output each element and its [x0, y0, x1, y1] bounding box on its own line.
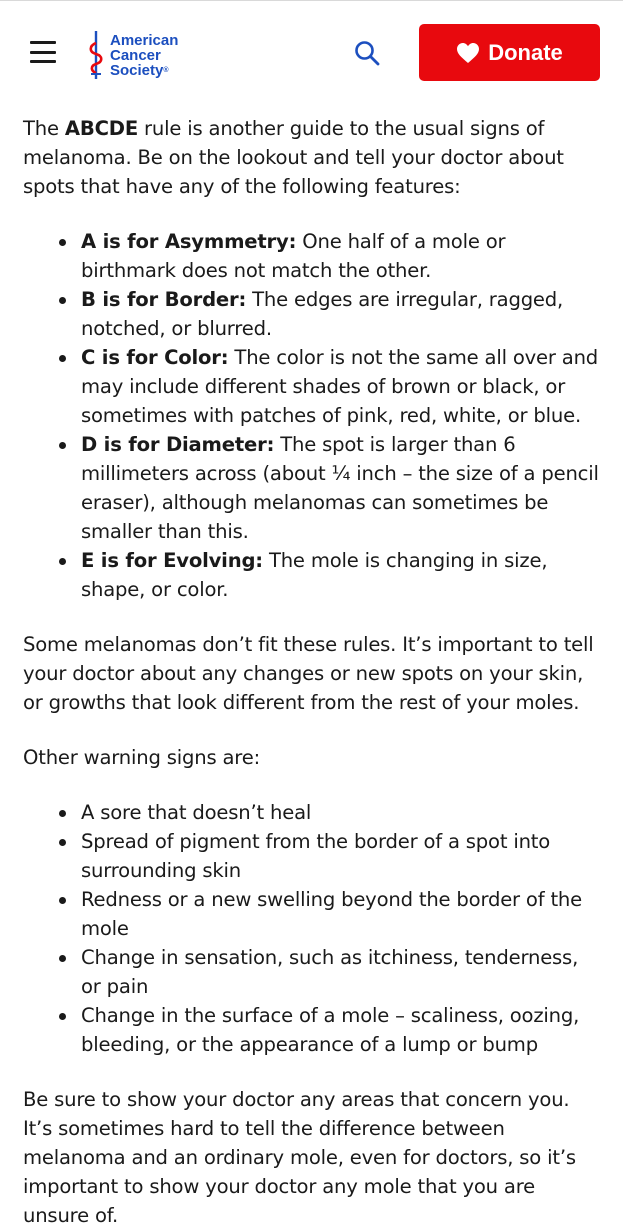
list-item: Redness or a new swelling beyond the border of the mole [23, 885, 603, 943]
list-item-term: B is for Border: [81, 288, 247, 311]
intro-pre: The [23, 117, 65, 140]
list-item [23, 227, 603, 285]
list-item-text: The edges are irregular, ragged, notched, or blurred. [81, 288, 564, 340]
list-item-term: E is for Evolving: [81, 549, 263, 572]
list-item-text: The mole is changing in size, shape, or color. [81, 549, 548, 601]
warning-signs-heading: Other warning signs are: [23, 746, 260, 769]
sword-caduceus-logo-icon [88, 29, 108, 81]
list-item [23, 343, 603, 430]
list-item-text: The color is not the same all over and may include different shades of brown or black, or sometimes with patches of pink, red, white, or blue. [81, 346, 599, 427]
search-icon[interactable] [353, 39, 381, 67]
donate-button[interactable] [419, 24, 600, 81]
closing-paragraph: Be sure to show your doctor any areas that concern you. It’s sometimes hard to tell the difference between melanoma and an ordinary mole, even for doctors, so it’s important to show your doctor any mole that you are unsure of. [23, 1088, 576, 1227]
heart-icon [456, 42, 480, 64]
rules-exception-paragraph: Some melanomas don’t fit these rules. It’s important to tell your doctor about any changes or new spots on your skin, or growths that look different from the rest of your moles. [23, 633, 594, 714]
intro-bold-abcde: ABCDE [64, 117, 139, 140]
site-header [0, 0, 623, 100]
intro-paragraph [23, 114, 603, 201]
list-item-term: D is for Diameter: [81, 433, 275, 456]
hamburger-bar [30, 60, 56, 63]
list-item-term: C is for Color: [81, 346, 229, 369]
list-item [23, 285, 603, 343]
logo-line-3 [110, 63, 178, 78]
logo-wordmark [110, 33, 178, 78]
abcde-list [23, 227, 603, 604]
hamburger-menu-icon[interactable] [30, 41, 56, 63]
logo-line-1: American [110, 31, 179, 49]
list-item [23, 546, 603, 604]
list-item: Change in the surface of a mole – scaliness, oozing, bleeding, or the appearance of a lump or bump [23, 1001, 603, 1059]
donate-label: Donate [488, 39, 563, 65]
article-body [23, 114, 603, 1230]
list-item: Change in sensation, such as itchiness, tenderness, or pain [23, 943, 603, 1001]
list-item: A sore that doesn’t heal [23, 798, 603, 827]
logo-trademark: ® [163, 66, 169, 74]
intro-post: rule is another guide to the usual signs of melanoma. Be on the lookout and tell your doctor about spots that have any of the following features: [23, 117, 564, 198]
acs-logo-link[interactable] [88, 29, 178, 81]
list-item [23, 430, 603, 546]
logo-line-2: Cancer [110, 46, 161, 64]
list-item-text: One half of a mole or birthmark does not match the other. [81, 230, 506, 282]
list-item-term: A is for Asymmetry: [81, 230, 297, 253]
logo-line-3-text: Society [110, 61, 164, 79]
list-item: Spread of pigment from the border of a spot into surrounding skin [23, 827, 603, 885]
hamburger-bar [30, 51, 56, 54]
hamburger-bar [30, 41, 56, 44]
list-item-text: The spot is larger than 6 millimeters across (about ¼ inch – the size of a pencil eraser), although melanomas can sometimes be smaller than this. [81, 433, 599, 543]
warning-signs-list [23, 798, 603, 1059]
